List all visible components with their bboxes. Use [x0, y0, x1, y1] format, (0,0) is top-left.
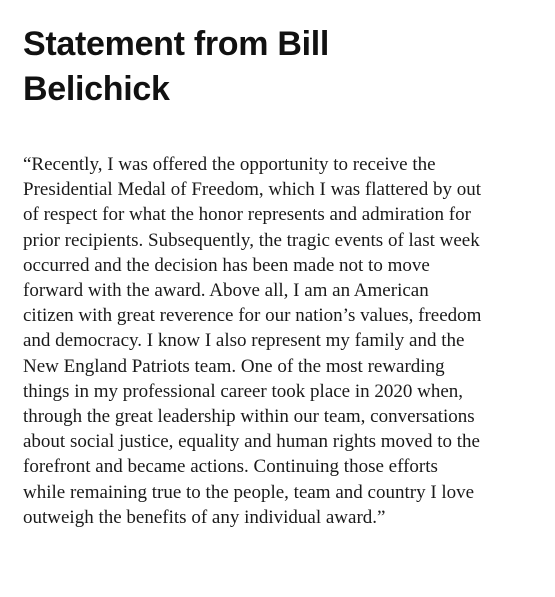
statement-line: “Recently, I was offered the opportunity to receive the: [23, 154, 436, 175]
statement-line: citizen with great reverence for our nation’s values, freedom: [23, 305, 482, 327]
statement-line: prior recipients. Subsequently, the tragic events of last week: [23, 229, 480, 251]
statement-line: forward with the award. Above all, I am an American: [23, 280, 429, 302]
statement-line: New England Patriots team. One of the most rewarding: [23, 355, 445, 377]
statement-line: while remaining true to the people, team and country I love: [23, 481, 475, 503]
statement-line: through the great leadership within our team, conversations: [23, 406, 475, 428]
statement-line: Presidential Medal of Freedom, which I was flattered by out: [23, 179, 481, 201]
statement-line: occurred and the decision has been made not to move: [23, 254, 430, 276]
statement-line: outweigh the benefits of any individual award.”: [23, 506, 386, 528]
page-title: Statement from Bill Belichick: [23, 25, 330, 108]
statement-body: [23, 152, 543, 530]
statement-line: things in my professional career took place in 2020 when,: [23, 380, 464, 402]
statement-line: forefront and became actions. Continuing those efforts: [23, 456, 438, 478]
statement-line: of respect for what the honor represents and admiration for: [23, 204, 471, 226]
statement-line: and democracy. I know I also represent my family and the: [23, 330, 465, 352]
statement-line: about social justice, equality and human rights moved to the: [23, 431, 480, 453]
